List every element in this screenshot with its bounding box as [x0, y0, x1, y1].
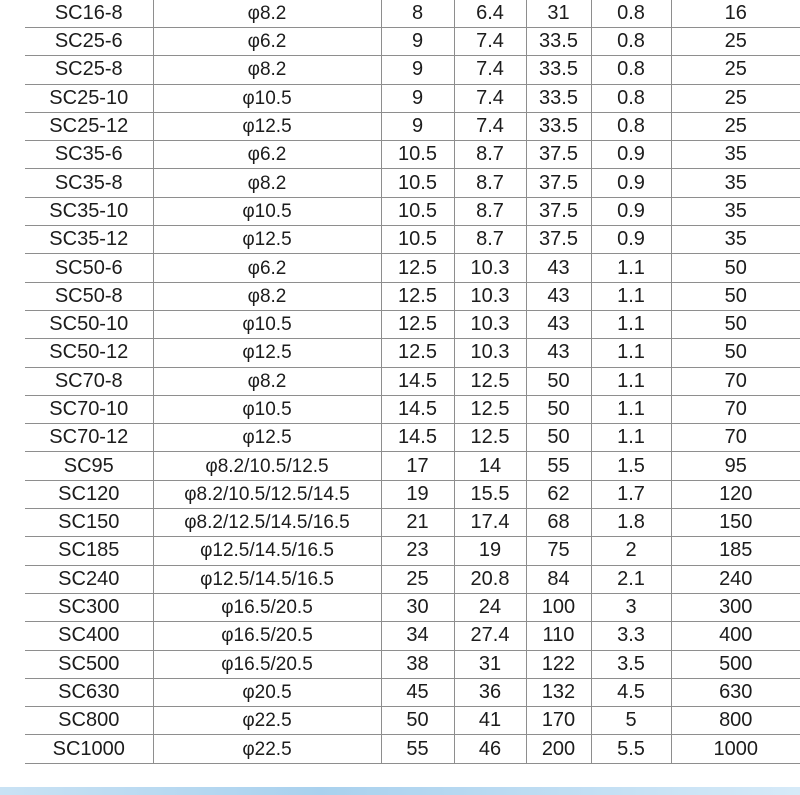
table-row	[25, 0, 800, 28]
length-cell: 50	[526, 395, 591, 423]
table-row	[25, 28, 800, 56]
length-cell: 200	[526, 735, 591, 763]
hole-diameter-cell: φ8.2	[153, 169, 381, 197]
model-cell: SC185	[25, 537, 153, 565]
thickness-cell: 2	[591, 537, 671, 565]
length-cell: 43	[526, 254, 591, 282]
cable-section-cell: 120	[671, 480, 800, 508]
table-row	[25, 622, 800, 650]
value-cell-3: 14.5	[381, 367, 454, 395]
cable-section-cell: 35	[671, 197, 800, 225]
value-cell-4: 10.3	[454, 310, 526, 338]
length-cell: 75	[526, 537, 591, 565]
cable-section-cell: 70	[671, 424, 800, 452]
model-cell: SC16-8	[25, 0, 153, 28]
thickness-cell: 0.9	[591, 197, 671, 225]
length-cell: 37.5	[526, 169, 591, 197]
model-cell: SC50-10	[25, 310, 153, 338]
hole-diameter-cell: φ16.5/20.5	[153, 650, 381, 678]
value-cell-4: 27.4	[454, 622, 526, 650]
hole-diameter-cell: φ16.5/20.5	[153, 593, 381, 621]
hole-diameter-cell: φ12.5/14.5/16.5	[153, 537, 381, 565]
value-cell-3: 10.5	[381, 169, 454, 197]
hole-diameter-cell: φ8.2	[153, 56, 381, 84]
hole-diameter-cell: φ8.2/10.5/12.5/14.5	[153, 480, 381, 508]
thickness-cell: 0.8	[591, 28, 671, 56]
hole-diameter-cell: φ6.2	[153, 28, 381, 56]
hole-diameter-cell: φ22.5	[153, 735, 381, 763]
hole-diameter-cell: φ6.2	[153, 141, 381, 169]
model-cell: SC35-6	[25, 141, 153, 169]
length-cell: 62	[526, 480, 591, 508]
value-cell-4: 6.4	[454, 0, 526, 28]
model-cell: SC95	[25, 452, 153, 480]
hole-diameter-cell: φ20.5	[153, 678, 381, 706]
value-cell-4: 7.4	[454, 28, 526, 56]
thickness-cell: 3.3	[591, 622, 671, 650]
value-cell-3: 55	[381, 735, 454, 763]
value-cell-3: 12.5	[381, 310, 454, 338]
length-cell: 132	[526, 678, 591, 706]
value-cell-4: 10.3	[454, 254, 526, 282]
value-cell-4: 24	[454, 593, 526, 621]
thickness-cell: 0.8	[591, 84, 671, 112]
length-cell: 31	[526, 0, 591, 28]
value-cell-3: 9	[381, 112, 454, 140]
cable-section-cell: 95	[671, 452, 800, 480]
table-row	[25, 395, 800, 423]
table-row	[25, 480, 800, 508]
thickness-cell: 1.5	[591, 452, 671, 480]
hole-diameter-cell: φ12.5	[153, 339, 381, 367]
length-cell: 33.5	[526, 56, 591, 84]
thickness-cell: 4.5	[591, 678, 671, 706]
value-cell-3: 50	[381, 707, 454, 735]
cable-section-cell: 25	[671, 56, 800, 84]
bottom-accent-band	[0, 787, 800, 795]
model-cell: SC70-8	[25, 367, 153, 395]
hole-diameter-cell: φ10.5	[153, 84, 381, 112]
thickness-cell: 1.1	[591, 339, 671, 367]
thickness-cell: 1.1	[591, 282, 671, 310]
value-cell-3: 8	[381, 0, 454, 28]
model-cell: SC630	[25, 678, 153, 706]
hole-diameter-cell: φ10.5	[153, 395, 381, 423]
value-cell-4: 31	[454, 650, 526, 678]
value-cell-4: 41	[454, 707, 526, 735]
table-row	[25, 650, 800, 678]
value-cell-3: 9	[381, 56, 454, 84]
model-cell: SC120	[25, 480, 153, 508]
length-cell: 170	[526, 707, 591, 735]
length-cell: 33.5	[526, 84, 591, 112]
table-row	[25, 254, 800, 282]
table-row	[25, 735, 800, 763]
model-cell: SC500	[25, 650, 153, 678]
value-cell-4: 20.8	[454, 565, 526, 593]
model-cell: SC35-10	[25, 197, 153, 225]
value-cell-4: 14	[454, 452, 526, 480]
model-cell: SC70-12	[25, 424, 153, 452]
model-cell: SC50-12	[25, 339, 153, 367]
value-cell-3: 30	[381, 593, 454, 621]
model-cell: SC150	[25, 509, 153, 537]
thickness-cell: 5.5	[591, 735, 671, 763]
length-cell: 43	[526, 282, 591, 310]
cable-section-cell: 35	[671, 169, 800, 197]
length-cell: 33.5	[526, 28, 591, 56]
table-row	[25, 310, 800, 338]
value-cell-4: 7.4	[454, 84, 526, 112]
table-row	[25, 509, 800, 537]
thickness-cell: 3	[591, 593, 671, 621]
table-row	[25, 282, 800, 310]
thickness-cell: 0.8	[591, 56, 671, 84]
hole-diameter-cell: φ10.5	[153, 197, 381, 225]
cable-section-cell: 500	[671, 650, 800, 678]
value-cell-3: 12.5	[381, 282, 454, 310]
length-cell: 33.5	[526, 112, 591, 140]
value-cell-4: 36	[454, 678, 526, 706]
model-cell: SC300	[25, 593, 153, 621]
thickness-cell: 0.9	[591, 226, 671, 254]
value-cell-4: 12.5	[454, 424, 526, 452]
value-cell-3: 45	[381, 678, 454, 706]
thickness-cell: 3.5	[591, 650, 671, 678]
model-cell: SC70-10	[25, 395, 153, 423]
length-cell: 84	[526, 565, 591, 593]
hole-diameter-cell: φ8.2/12.5/14.5/16.5	[153, 509, 381, 537]
table-row	[25, 424, 800, 452]
table-row	[25, 56, 800, 84]
model-cell: SC25-6	[25, 28, 153, 56]
cable-section-cell: 50	[671, 339, 800, 367]
model-cell: SC400	[25, 622, 153, 650]
length-cell: 43	[526, 310, 591, 338]
value-cell-4: 10.3	[454, 282, 526, 310]
value-cell-4: 46	[454, 735, 526, 763]
thickness-cell: 1.7	[591, 480, 671, 508]
model-cell: SC25-10	[25, 84, 153, 112]
cable-section-cell: 630	[671, 678, 800, 706]
hole-diameter-cell: φ8.2	[153, 0, 381, 28]
value-cell-4: 8.7	[454, 141, 526, 169]
table-row	[25, 339, 800, 367]
length-cell: 50	[526, 424, 591, 452]
thickness-cell: 0.8	[591, 0, 671, 28]
hole-diameter-cell: φ8.2/10.5/12.5	[153, 452, 381, 480]
model-cell: SC25-8	[25, 56, 153, 84]
table-row	[25, 84, 800, 112]
length-cell: 50	[526, 367, 591, 395]
table-row	[25, 226, 800, 254]
cable-section-cell: 35	[671, 141, 800, 169]
table-row	[25, 707, 800, 735]
hole-diameter-cell: φ12.5	[153, 226, 381, 254]
value-cell-3: 21	[381, 509, 454, 537]
cable-section-cell: 25	[671, 28, 800, 56]
table-row	[25, 537, 800, 565]
thickness-cell: 0.9	[591, 141, 671, 169]
model-cell: SC50-8	[25, 282, 153, 310]
table-row	[25, 593, 800, 621]
cable-section-cell: 800	[671, 707, 800, 735]
thickness-cell: 1.1	[591, 424, 671, 452]
model-cell: SC1000	[25, 735, 153, 763]
cable-section-cell: 50	[671, 282, 800, 310]
value-cell-3: 14.5	[381, 424, 454, 452]
length-cell: 37.5	[526, 141, 591, 169]
table-row	[25, 141, 800, 169]
hole-diameter-cell: φ22.5	[153, 707, 381, 735]
value-cell-3: 23	[381, 537, 454, 565]
value-cell-4: 12.5	[454, 395, 526, 423]
cable-section-cell: 400	[671, 622, 800, 650]
length-cell: 110	[526, 622, 591, 650]
cable-section-cell: 70	[671, 367, 800, 395]
value-cell-4: 8.7	[454, 226, 526, 254]
value-cell-4: 10.3	[454, 339, 526, 367]
value-cell-4: 7.4	[454, 112, 526, 140]
length-cell: 68	[526, 509, 591, 537]
cable-section-cell: 70	[671, 395, 800, 423]
table-row	[25, 565, 800, 593]
model-cell: SC35-8	[25, 169, 153, 197]
table-row	[25, 197, 800, 225]
value-cell-3: 12.5	[381, 339, 454, 367]
model-cell: SC50-6	[25, 254, 153, 282]
value-cell-4: 12.5	[454, 367, 526, 395]
value-cell-3: 10.5	[381, 197, 454, 225]
hole-diameter-cell: φ12.5/14.5/16.5	[153, 565, 381, 593]
cable-section-cell: 240	[671, 565, 800, 593]
model-cell: SC25-12	[25, 112, 153, 140]
model-cell: SC800	[25, 707, 153, 735]
value-cell-3: 38	[381, 650, 454, 678]
thickness-cell: 1.1	[591, 395, 671, 423]
value-cell-4: 19	[454, 537, 526, 565]
model-cell: SC35-12	[25, 226, 153, 254]
cable-section-cell: 25	[671, 84, 800, 112]
thickness-cell: 1.1	[591, 367, 671, 395]
hole-diameter-cell: φ16.5/20.5	[153, 622, 381, 650]
value-cell-3: 10.5	[381, 226, 454, 254]
value-cell-3: 9	[381, 28, 454, 56]
spec-table	[25, 0, 800, 764]
hole-diameter-cell: φ12.5	[153, 424, 381, 452]
value-cell-3: 17	[381, 452, 454, 480]
cable-section-cell: 50	[671, 254, 800, 282]
hole-diameter-cell: φ8.2	[153, 282, 381, 310]
value-cell-3: 34	[381, 622, 454, 650]
thickness-cell: 1.1	[591, 310, 671, 338]
value-cell-3: 14.5	[381, 395, 454, 423]
cable-section-cell: 150	[671, 509, 800, 537]
cable-section-cell: 1000	[671, 735, 800, 763]
cable-section-cell: 185	[671, 537, 800, 565]
hole-diameter-cell: φ12.5	[153, 112, 381, 140]
value-cell-4: 8.7	[454, 169, 526, 197]
value-cell-4: 17.4	[454, 509, 526, 537]
cable-section-cell: 300	[671, 593, 800, 621]
length-cell: 122	[526, 650, 591, 678]
value-cell-3: 9	[381, 84, 454, 112]
length-cell: 43	[526, 339, 591, 367]
hole-diameter-cell: φ8.2	[153, 367, 381, 395]
thickness-cell: 0.9	[591, 169, 671, 197]
thickness-cell: 2.1	[591, 565, 671, 593]
length-cell: 55	[526, 452, 591, 480]
table-row	[25, 678, 800, 706]
cable-section-cell: 25	[671, 112, 800, 140]
table-row	[25, 452, 800, 480]
length-cell: 37.5	[526, 226, 591, 254]
value-cell-3: 12.5	[381, 254, 454, 282]
value-cell-3: 10.5	[381, 141, 454, 169]
value-cell-3: 25	[381, 565, 454, 593]
cable-section-cell: 50	[671, 310, 800, 338]
hole-diameter-cell: φ10.5	[153, 310, 381, 338]
value-cell-3: 19	[381, 480, 454, 508]
length-cell: 100	[526, 593, 591, 621]
table-row	[25, 169, 800, 197]
thickness-cell: 1.8	[591, 509, 671, 537]
value-cell-4: 7.4	[454, 56, 526, 84]
thickness-cell: 1.1	[591, 254, 671, 282]
length-cell: 37.5	[526, 197, 591, 225]
spec-table-body	[25, 0, 800, 763]
thickness-cell: 0.8	[591, 112, 671, 140]
value-cell-4: 15.5	[454, 480, 526, 508]
thickness-cell: 5	[591, 707, 671, 735]
cable-section-cell: 16	[671, 0, 800, 28]
cable-section-cell: 35	[671, 226, 800, 254]
table-row	[25, 112, 800, 140]
table-row	[25, 367, 800, 395]
value-cell-4: 8.7	[454, 197, 526, 225]
hole-diameter-cell: φ6.2	[153, 254, 381, 282]
model-cell: SC240	[25, 565, 153, 593]
